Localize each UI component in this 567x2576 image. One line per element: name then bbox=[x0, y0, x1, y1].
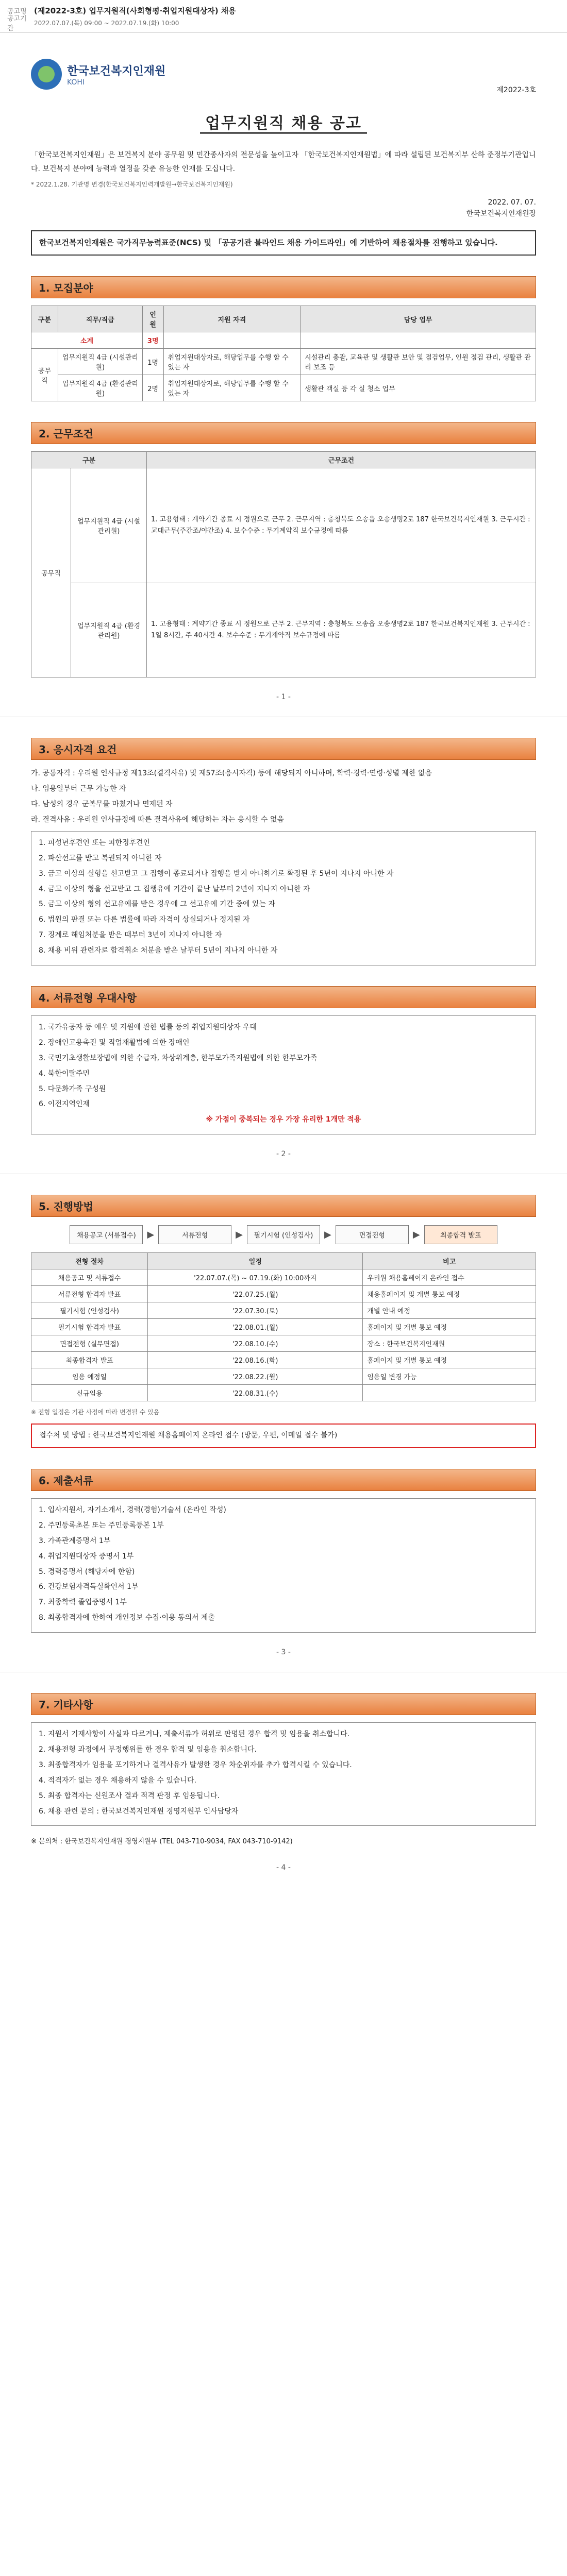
eligibility-list: 가. 공통자격 : 우리원 인사규정 제13조(결격사유) 및 제57조(응시자격) 등에 해당되지 아니하며, 학력·경력·연령·성별 제한 없음 나. 임용일부터 근무 가능한 자 다. 남성의 경우 군복무를 마쳤거나 면제된 자 라. 결격사유 : 우리원 인사규정에 따른 결격사유에 해당하는 자는 응시할 수 없음 1. 피성년후견인 또는 피한정후견인 2. 파산선고를 받고 복권되지 아니한 자 3. 금고 이상의 실형을 선고받고 그 집행이 종료되거나 집행을 받지 아니하기로 확정된 후 5년이 지나지 아니한 자 4. 금고 이상의 형을 선고받고 그 집행유예 기간이 끝난 날부터 2년이 지나지 아니한 자 5. 금고 이상의 형의 선고유예를 받은 경우에 그 선고유예 기간 중에 있는 자 6. 법원의 판결 또는 다른 법률에 따라 자격이 상실되거나 정지된 자 7. 징계로 해임처분을 받은 때부터 3년이 지나지 아니한 자 8. 채용 비위 관련자로 합격취소 처분을 받은 날부터 5년이 지나지 아니한 자 bbox=[31, 767, 536, 965]
process-flow bbox=[31, 1225, 536, 1244]
arrow-right-icon: ▶ bbox=[324, 1229, 331, 1241]
page-number: - 1 - bbox=[276, 693, 291, 702]
table-row: 공무직 업무지원직 4급 (시설관리원) 1명 취업지원대상자로, 해당업무를 수행 할 수 있는 자 시설관리 총괄, 교육관 및 생활관 보안 및 점검업무, 인원 점검 관리, 생활관 관리 보조 등 bbox=[31, 349, 536, 375]
section-eligibility bbox=[31, 738, 536, 965]
page-number: - 2 - bbox=[276, 1150, 291, 1159]
arrow-right-icon: ▶ bbox=[412, 1229, 420, 1241]
table-row: 필기시험 (인성검사) '22.07.30.(토) 개별 안내 예정 bbox=[31, 1302, 536, 1319]
section-title: 2. 근무조건 bbox=[31, 422, 536, 444]
schedule-table: 전형 절차 일정 비고 채용공고 및 서류접수 '22.07.07.(목) ~ 07.19.(화) 10:00까지 우리원 채용홈페이지 온라인 접수 서류전형 합격자 발표 '22.07.25.(월) 채용홈페이지 및 개별 통보 예정 필기시험 (인성검사) '22.07.30.(토) 개별 안내 예정 필기시험 합격자 발표 '22.08.01.(월) 홈페이지 및 개별 통보 예정 면접전형 (실무면접) '22.08.10.(수) 장소 : 한국보건복지인재원 최종합격자 발표 '22.08.16.(화) 홈페이지 및 개별 통보 예정 임용 예정일 '22.08.22.(월) 임용일 변경 가능 신규임용 '22.08.31.(수) bbox=[31, 1252, 536, 1401]
table-row: 업무지원직 4급 (환경관리원) 1. 고용형태 : 계약기간 종료 시 정원으로 근무 2. 근무지역 : 충청북도 오송읍 오송생명2로 187 한국보건복지인재원 3. 근무시간 : 1일 8시간, 주 40시간 4. 보수수준 : 무기계약직 보수규정에 따름 bbox=[31, 583, 536, 677]
arrow-right-icon: ▶ bbox=[147, 1229, 155, 1241]
flow-step: 채용공고 (서류접수) bbox=[70, 1225, 143, 1244]
flow-step: 필기시험 (인성검사) bbox=[247, 1225, 320, 1244]
announce-date: 2022. 07. 07. 한국보건복지인재원장 bbox=[466, 198, 536, 218]
post-period: 2022.07.07.(목) 09:00 ~ 2022.07.19.(화) 10:00 bbox=[34, 19, 179, 27]
table-row: 채용공고 및 서류접수 '22.07.07.(목) ~ 07.19.(화) 10:00까지 우리원 채용홈페이지 온라인 접수 bbox=[31, 1269, 536, 1286]
page-number: - 3 - bbox=[276, 1648, 291, 1657]
flow-step: 서류전형 bbox=[158, 1225, 231, 1244]
work-table: 구분 근무조건 공무직 업무지원직 4급 (시설관리원) 1. 고용형태 : 계약기간 종료 시 정원으로 근무 2. 근무지역 : 충청북도 오송읍 오송생명2로 187 한국보건복지인재원 3. 근무시간 : 교대근무(주간조/야간조) 4. 보수수준 : 무기계약직 보수규정에 따름 업무지원직 4급 (환경관리원) 1. 고용형태 : 계약기간 종료 시 정원으로 근무 2. 근무지역 : 충청북도 오송읍 오송생명2로 187 한국보건복지인재원 3. 근무시간 : 1일 8시간, 주 40시간 4. 보수수준 : 무기계약직 보수규정에 따름 bbox=[31, 451, 536, 677]
section-preference bbox=[31, 986, 536, 1134]
main-title: 업무지원직 채용 공고 bbox=[31, 110, 536, 133]
arrow-right-icon: ▶ bbox=[236, 1229, 243, 1241]
section-title: 5. 진행방법 bbox=[31, 1195, 536, 1217]
section-process bbox=[31, 1195, 536, 1448]
section-documents bbox=[31, 1469, 536, 1633]
period-label: 공고기간 bbox=[7, 15, 27, 32]
table-row: 공무직 업무지원직 4급 (시설관리원) 1. 고용형태 : 계약기간 종료 시 정원으로 근무 2. 근무지역 : 충청북도 오송읍 오송생명2로 187 한국보건복지인재원 3. 근무시간 : 교대근무(주간조/야간조) 4. 보수수준 : 무기계약직 보수규정에 따름 bbox=[31, 468, 536, 583]
title-label: 공고명 bbox=[7, 7, 27, 15]
section-title: 4. 서류전형 우대사항 bbox=[31, 986, 536, 1008]
table-row: 최종합격자 발표 '22.08.16.(화) 홈페이지 및 개별 통보 예정 bbox=[31, 1352, 536, 1368]
contact-note: ※ 문의처 : 한국보건복지인재원 경영지원부 (TEL 043-710-9034, FAX 043-710-9142) bbox=[31, 1838, 293, 1846]
table-row: 서류전형 합격자 발표 '22.07.25.(월) 채용홈페이지 및 개별 통보 예정 bbox=[31, 1286, 536, 1302]
post-title: (제2022-3호) 업무지원직(사회형평·취업지원대상자) 채용 bbox=[34, 6, 236, 15]
logo-name-en: KOHI bbox=[67, 78, 85, 87]
schedule-note: ※ 전형 일정은 기관 사정에 따라 변경될 수 있음 bbox=[31, 1409, 160, 1416]
section-title: 1. 모집분야 bbox=[31, 276, 536, 298]
preference-list: 1. 국가유공자 등 예우 및 지원에 관한 법률 등의 취업지원대상자 우대 2. 장애인고용촉진 및 직업재활법에 의한 장애인 3. 국민기초생활보장법에 의한 수급자, 차상위계층, 한부모가족지원법에 의한 한부모가족 4. 북한이탈주민 5. 다문화가족 구성원 6. 이전지역인재 ※ 가점이 중복되는 경우 가장 유리한 1개만 적용 bbox=[31, 1015, 536, 1134]
flow-step: 면접전형 bbox=[336, 1225, 409, 1244]
section-title: 6. 제출서류 bbox=[31, 1469, 536, 1491]
ncs-notice: 한국보건복지인재원은 국가직무능력표준(NCS) 및 「공공기관 블라인드 채용 가이드라인」에 기반하여 채용절차를 진행하고 있습니다. bbox=[31, 230, 536, 256]
section-etc bbox=[31, 1693, 536, 1848]
page-number: - 4 - bbox=[276, 1863, 291, 1872]
document-body bbox=[0, 33, 567, 1872]
intro-text: 「한국보건복지인재원」은 보건복지 분야 공무원 및 민간종사자의 전문성을 높이고자 「한국보건복지인재원법」에 따라 설립된 보건복지부 산하 준정부기관입니다. 보건복지 분야에 능력과 열정을 갖춘 유능한 인재를 모십니다. * 2022.1.28. 기관명 변경(한국보건복지인력개발원→한국보건복지인재원) bbox=[31, 151, 536, 189]
apply-method: 접수처 및 방법 : 한국보건복지인재원 채용홈페이지 온라인 접수 (방문, 우편, 이메일 접수 불가) bbox=[31, 1423, 536, 1448]
table-row: 필기시험 합격자 발표 '22.08.01.(월) 홈페이지 및 개별 통보 예정 bbox=[31, 1319, 536, 1335]
section-recruit bbox=[31, 276, 536, 401]
post-header bbox=[0, 0, 567, 33]
etc-list: 1. 지원서 기재사항이 사실과 다르거나, 제출서류가 허위로 판명된 경우 합격 및 임용을 취소합니다. 2. 채용전형 과정에서 부정행위를 한 경우 합격 및 임용을 취소합니다. 3. 최종합격자가 임용을 포기하거나 결격사유가 발생한 경우 차순위자를 추가 합격시킬 수 있습니다. 4. 적격자가 없는 경우 채용하지 않을 수 있습니다. 5. 최종 합격자는 신원조사 결과 적격 판정 후 임용됩니다. 6. 채용 관련 문의 : 한국보건복지인재원 경영지원부 인사담당자 bbox=[31, 1722, 536, 1826]
flow-step: 최종합격 발표 bbox=[424, 1225, 497, 1244]
section-title: 7. 기타사항 bbox=[31, 1693, 536, 1715]
documents-list: 1. 입사지원서, 자기소개서, 경력(경험)기술서 (온라인 작성) 2. 주민등록초본 또는 주민등록등본 1부 3. 가족관계증명서 1부 4. 취업지원대상자 증명서 1부 5. 경력증명서 (해당자에 한함) 6. 건강보험자격득실확인서 1부 7. 최종학력 졸업증명서 1부 8. 최종합격자에 한하여 개인정보 수집·이용 동의서 제출 bbox=[31, 1498, 536, 1633]
table-row: 신규임용 '22.08.31.(수) bbox=[31, 1385, 536, 1401]
doc-number: 제2022-3호 bbox=[496, 86, 536, 94]
org-logo bbox=[31, 33, 536, 90]
table-row: 임용 예정일 '22.08.22.(월) 임용일 변경 가능 bbox=[31, 1368, 536, 1385]
table-row: 면접전형 (실무면접) '22.08.10.(수) 장소 : 한국보건복지인재원 bbox=[31, 1335, 536, 1352]
logo-name-ko: 한국보건복지인재원 bbox=[67, 64, 166, 78]
logo-mark-icon bbox=[31, 59, 62, 90]
section-work bbox=[31, 422, 536, 677]
section-title: 3. 응시자격 요건 bbox=[31, 738, 536, 760]
recruit-table: 구분 직무/직급 인원 지원 자격 담당 업무 소계 3명 공무직 업무지원직 4급 (시설관리원) 1명 취업지원대상자로, 해당업무를 수행 할 수 있는 자 시설관리 총괄, 교육관 및 생활관 보안 및 점검업무, 인원 점검 관리, 생활관 관리 보조 등 업무지원직 4급 (환경관리원) 2명 취업지원대상자로, 해당업무를 수행 할 수 있는 자 생활관 객실 등 각 실 청소 업무 bbox=[31, 306, 536, 401]
table-row: 업무지원직 4급 (환경관리원) 2명 취업지원대상자로, 해당업무를 수행 할 수 있는 자 생활관 객실 등 각 실 청소 업무 bbox=[31, 375, 536, 401]
